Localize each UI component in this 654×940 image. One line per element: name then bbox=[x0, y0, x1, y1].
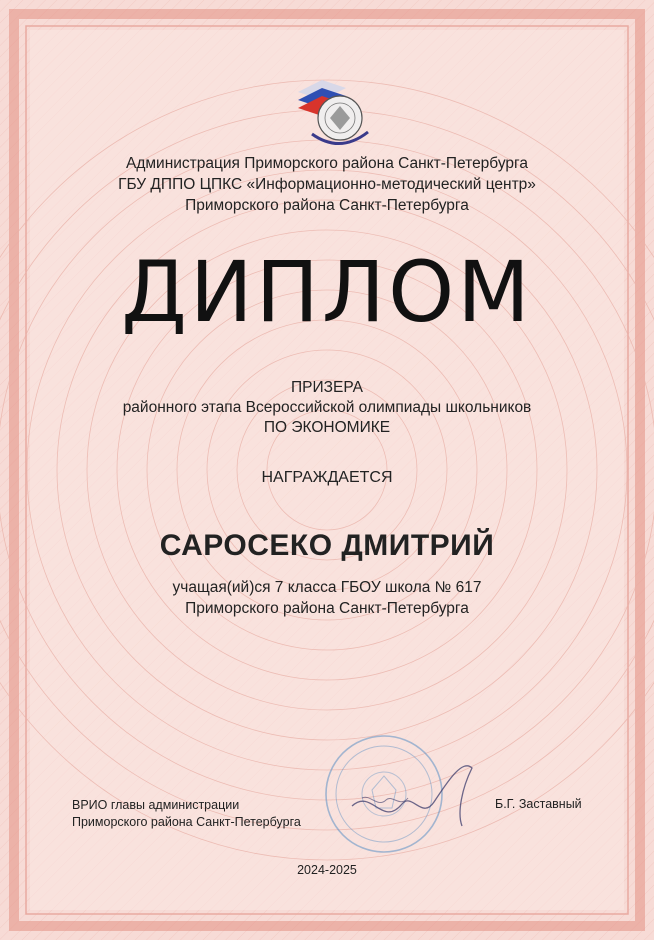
diploma-title: ДИПЛОМ bbox=[121, 243, 533, 341]
award-line-3: ПО ЭКОНОМИКЕ bbox=[263, 419, 391, 436]
signer-name: Б.Г. Заставный bbox=[495, 797, 582, 811]
recipient-name: САРОСЕКО ДМИТРИЙ bbox=[159, 529, 495, 562]
olympiad-logo-icon bbox=[292, 72, 378, 152]
position-line-2: Приморского района Санкт-Петербурга bbox=[72, 815, 301, 829]
recipient-details bbox=[0, 577, 654, 619]
signatory-position bbox=[72, 797, 301, 831]
recipient-line-1: учащая(ий)ся 7 класса ГБОУ школа № 617 bbox=[172, 579, 482, 596]
issuer-line-2: ГБУ ДППО ЦПКС «Информационно-методический центр» bbox=[118, 176, 536, 193]
award-line-2: районного этапа Всероссийской олимпиады школьников bbox=[122, 399, 532, 416]
position-line-1: ВРИО главы администрации bbox=[72, 798, 240, 812]
awarded-label: НАГРАЖДАЕТСЯ bbox=[261, 469, 393, 486]
recipient-line-2: Приморского района Санкт-Петербурга bbox=[185, 600, 469, 617]
award-line-1: ПРИЗЕРА bbox=[291, 379, 363, 396]
issuer-header bbox=[0, 153, 654, 216]
issuer-line-3: Приморского района Санкт-Петербурга bbox=[185, 197, 469, 214]
award-description bbox=[0, 378, 654, 438]
handwritten-signature bbox=[352, 766, 472, 826]
official-stamp-icon bbox=[312, 728, 482, 868]
issuer-line-1: Администрация Приморского района Санкт-Петербурга bbox=[126, 155, 528, 172]
academic-year: 2024-2025 bbox=[297, 863, 357, 877]
